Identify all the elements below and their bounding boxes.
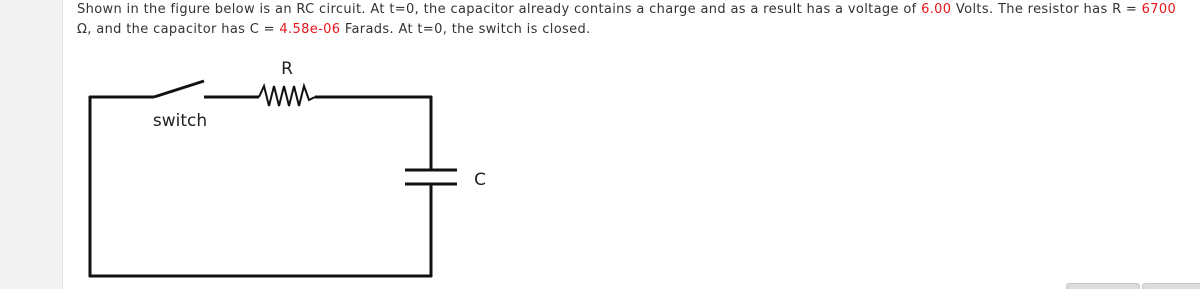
capacitance-value: 4.58e-06 [279,22,341,37]
bottom-tab-right[interactable] [1142,283,1200,289]
capacitor-label: C [474,170,486,190]
problem-text-part2: Volts. The resistor has R = [951,2,1142,17]
resistor-zigzag [259,86,315,106]
switch-blade [154,81,204,97]
rc-circuit-diagram [63,0,1200,289]
switch-label: switch [152,111,208,131]
voltage-value: 6.00 [921,2,952,17]
circuit-wires [89,96,432,277]
problem-text-part1: Shown in the figure below is an RC circuit. At t=0, the capacitor already contains a charge and as a result has a voltage of [77,2,922,17]
resistance-value: 6700 [1141,2,1177,17]
problem-text-part4: Farads. At t=0, the switch is closed. [340,22,591,37]
resistor-label: R [281,59,293,79]
question-panel [62,0,1200,289]
problem-text-part3: Ω, and the capacitor has C = [77,22,280,37]
bottom-tab-left[interactable] [1066,283,1140,289]
